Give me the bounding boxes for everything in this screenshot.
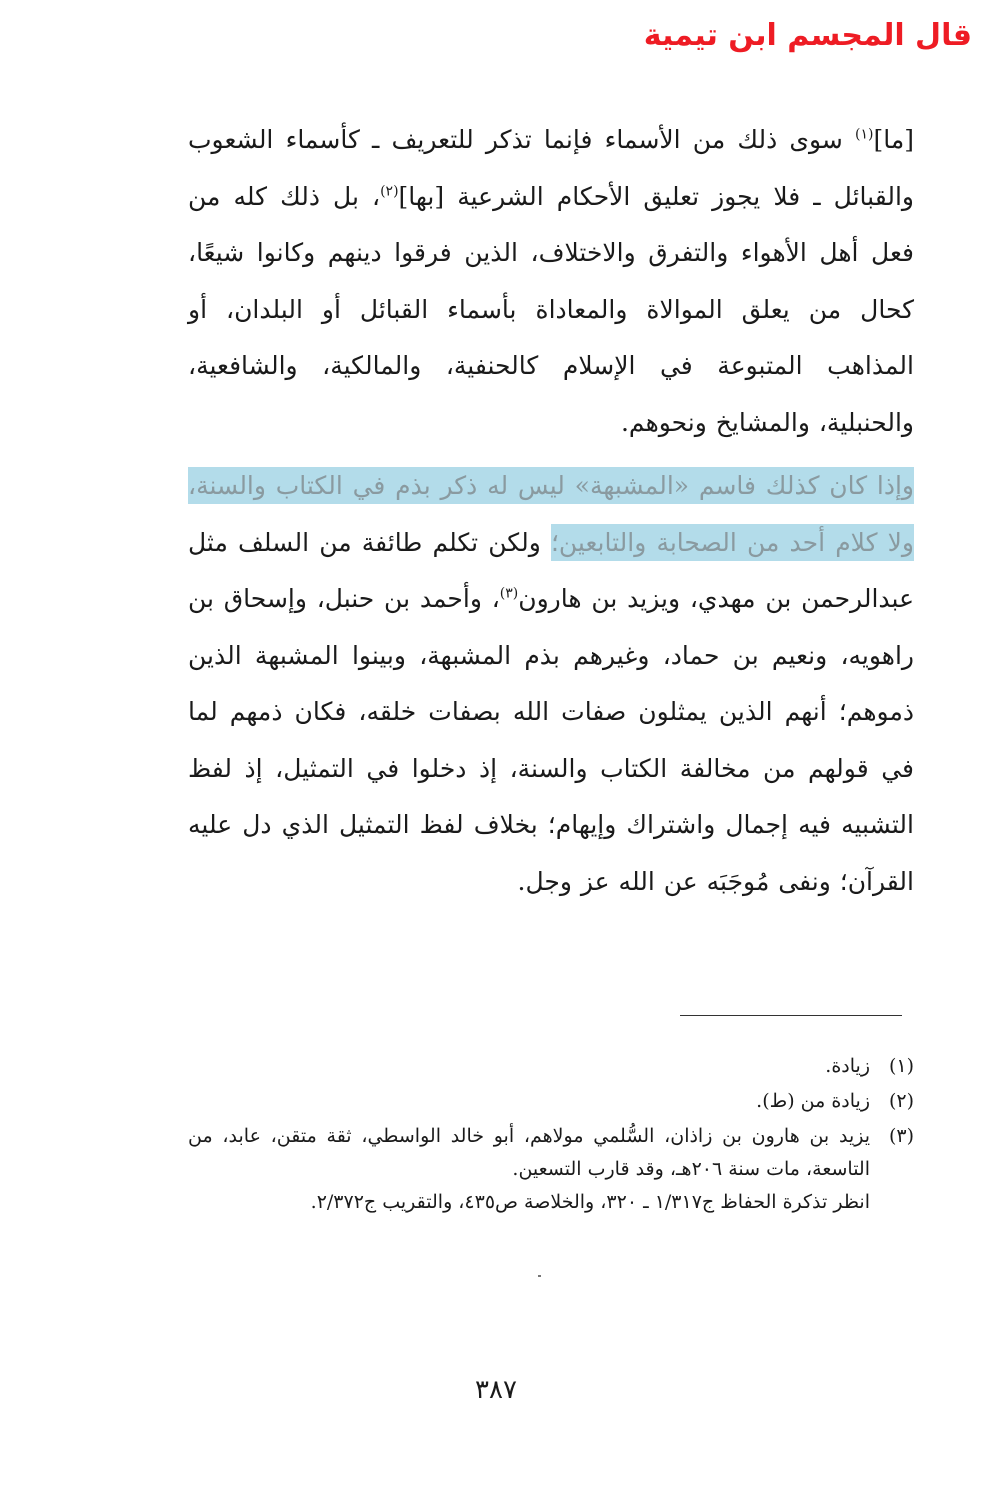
paragraph-1-rest: ، بل ذلك كله من فعل أهل الأهواء والتفرق والاختلاف، الذين فرقوا دينهم وكانوا شيعًا، كحال من يعلق الموالاة والمعاداة بأسماء القبائل أو البلدان، أو المذاهب المتبوعة في الإسلام كالحنفية، والمالكية، والشافعية، والحنبلية، والمشايخ ونحوهم. (188, 181, 914, 437)
footnote-text: زيادة. (825, 1055, 870, 1077)
footnote-text-sources: انظر تذكرة الحفاظ ج١/٣١٧ ـ ٣٢٠، والخلاصة ص٤٣٥، والتقريب ج٢/٣٧٢. (310, 1191, 870, 1213)
footnote-2 (188, 1085, 914, 1118)
footnote-number: (١) (888, 1055, 914, 1077)
paragraph-1-mid: سوى ذلك من الأسماء فإنما تذكر للتعريف ـ كأسماء الشعوب والقبائل ـ فلا يجوز تعليق الأحكام الشرعية [بها] (188, 125, 914, 211)
scan-speck (538, 1275, 541, 1277)
paragraph-2-after-ref: ، وأحمد بن حنبل، وإسحاق بن راهويه، ونعيم بن حماد، وغيرهم بذم المشبهة، وبينوا المشبهة الذين ذموهم؛ أنهم الذين يمثلون صفات الله بصفات خلقه، فكان ذمهم لما في قولهم من مخالفة الكتاب والسنة، إذ دخلوا في التمثيل، إذ لفظ التشبيه فيه إجمال واشتراك وإيهام؛ بخلاف لفظ التمثيل الذي دل عليه القرآن؛ ونفى مُوجَبَه عن الله عز وجل. (188, 584, 914, 896)
footnote-number: (٢) (888, 1090, 914, 1112)
footnote-3 (188, 1120, 914, 1219)
footnote-number: (٣) (888, 1125, 914, 1147)
text-selection-highlight[interactable]: وإذا كان كذلك فاسم «المشبهة» ليس له ذكر بذم في الكتاب والسنة، ولا كلام أحد من الصحابة والتابعين؛ (188, 467, 914, 561)
paragraph-1-open: [ما] (873, 125, 914, 154)
footnote-1 (188, 1050, 914, 1083)
footnote-ref-2[interactable]: (٢) (380, 183, 399, 200)
paragraph-1 (188, 112, 914, 451)
page-title: قال المجسم ابن تيمية (643, 18, 972, 53)
footnotes (188, 1050, 914, 1221)
page-number: ٣٨٧ (475, 1375, 517, 1405)
paragraph-2 (188, 458, 914, 910)
footnote-ref-3[interactable]: (٣) (499, 585, 519, 602)
paragraph-2-before-ref: ولكن تكلم طائفة من السلف مثل عبدالرحمن بن مهدي، ويزيد بن هارون (188, 527, 914, 613)
footnote-text: زيادة من (ط). (756, 1090, 870, 1112)
footnote-ref-1[interactable]: (١) (855, 126, 874, 143)
footnote-text: يزيد بن هارون بن زاذان، السُّلمي مولاهم، أبو خالد الواسطي، ثقة متقن، عابد، من التاسعة، مات سنة ٢٠٦هـ، وقد قارب التسعين. (188, 1125, 870, 1180)
footnote-divider (680, 1015, 902, 1016)
main-text (188, 112, 914, 910)
